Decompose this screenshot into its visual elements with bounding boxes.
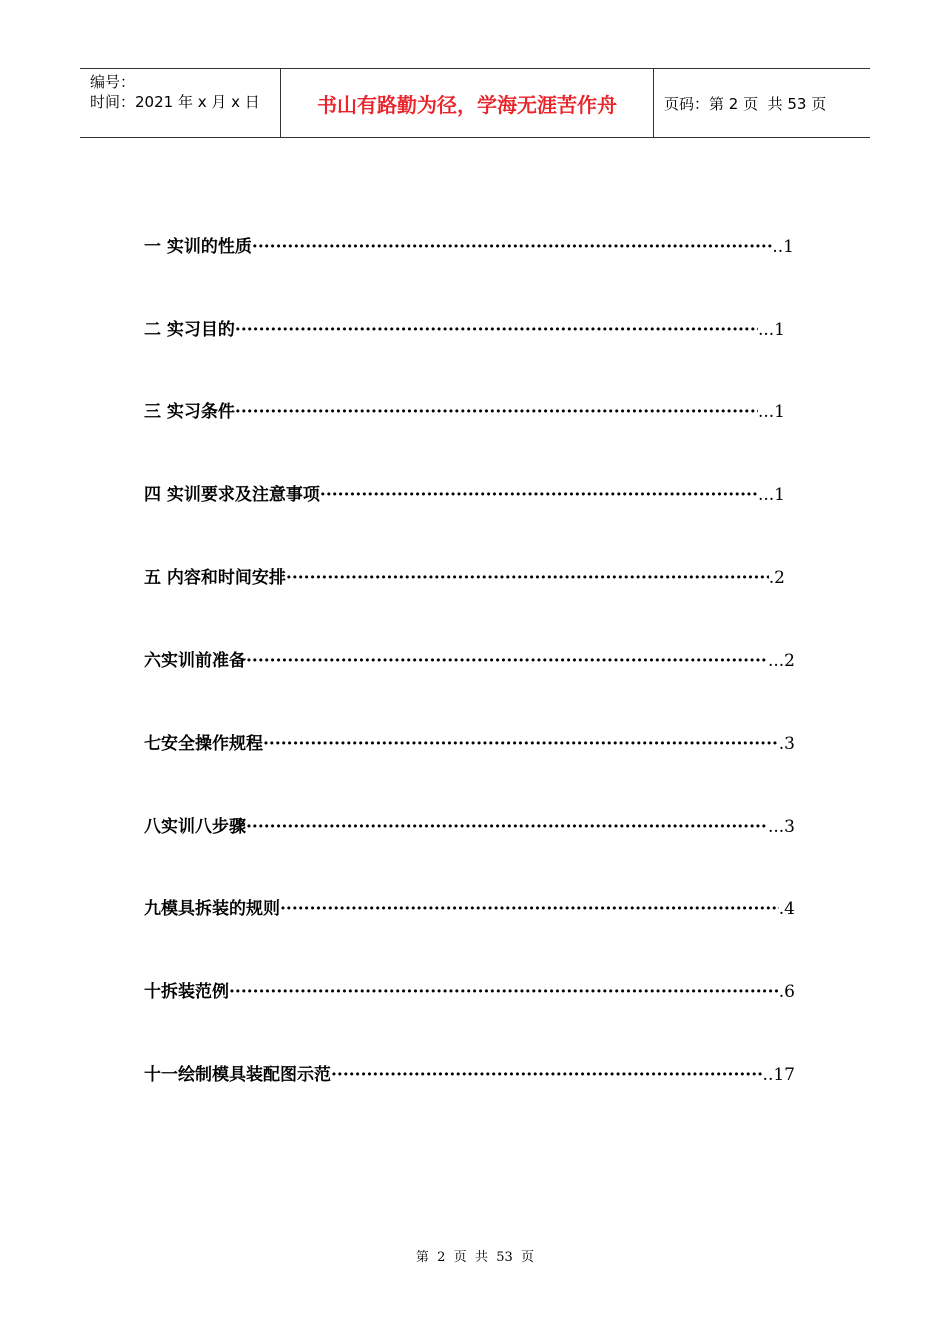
toc-entry-title: 十一绘制模具装配图示范 bbox=[144, 1065, 331, 1085]
toc-entry-page: .6 bbox=[778, 982, 795, 1002]
toc-entry-page: ..17 bbox=[762, 1065, 795, 1085]
toc-leader-dots bbox=[280, 899, 779, 919]
toc-entry-page: ...2 bbox=[767, 651, 795, 671]
toc-entry-page: ...3 bbox=[767, 817, 795, 837]
header-motto: 书山有路勤为径，学海无涯苦作舟 bbox=[281, 69, 654, 137]
toc-entry-title: 八实训八步骤 bbox=[144, 817, 246, 837]
toc-entry[interactable] bbox=[144, 729, 795, 759]
toc-entry[interactable] bbox=[144, 812, 795, 842]
toc-leader-dots bbox=[286, 568, 769, 588]
document-number-label: 编号： bbox=[90, 73, 136, 91]
toc-entry-page: ...1 bbox=[757, 320, 785, 340]
toc-entry[interactable] bbox=[144, 232, 794, 262]
toc-entry[interactable] bbox=[144, 894, 795, 924]
toc-entry[interactable] bbox=[144, 480, 785, 510]
toc-entry-page: ...1 bbox=[757, 402, 785, 422]
toc-entry[interactable] bbox=[144, 563, 785, 593]
toc-entry-title: 七安全操作规程 bbox=[144, 734, 263, 754]
toc-entry-title: 五 内容和时间安排 bbox=[144, 568, 286, 588]
toc-entry-page: .4 bbox=[778, 899, 795, 919]
toc-leader-dots bbox=[331, 1065, 763, 1085]
toc-entry-title: 六实训前准备 bbox=[144, 651, 246, 671]
toc-entry-page: .2 bbox=[768, 568, 785, 588]
header-page-info bbox=[654, 69, 870, 137]
toc-entry-title: 九模具拆装的规则 bbox=[144, 899, 280, 919]
page-footer: 第 2 页 共 53 页 bbox=[415, 1250, 535, 1265]
toc-entry-title: 三 实习条件 bbox=[144, 402, 235, 422]
toc-entry-title: 二 实习目的 bbox=[144, 320, 235, 340]
document-date: 时间：2021 年 x 月 x 日 bbox=[90, 93, 260, 111]
toc-leader-dots bbox=[229, 982, 779, 1002]
toc-leader-dots bbox=[246, 817, 768, 837]
toc-entry-title: 一 实训的性质 bbox=[144, 237, 252, 257]
toc-entry-title: 十拆装范例 bbox=[144, 982, 229, 1002]
toc-entry-page: ...1 bbox=[757, 485, 785, 505]
toc-leader-dots bbox=[246, 651, 768, 671]
header-meta bbox=[80, 69, 281, 137]
toc-entry[interactable] bbox=[144, 397, 785, 427]
toc-leader-dots bbox=[235, 402, 758, 422]
toc-leader-dots bbox=[235, 320, 758, 340]
toc-entry-page: ..1 bbox=[772, 237, 794, 257]
toc-leader-dots bbox=[320, 485, 758, 505]
toc-entry-page: .3 bbox=[778, 734, 795, 754]
page-header bbox=[80, 68, 870, 138]
toc-entry-title: 四 实训要求及注意事项 bbox=[144, 485, 320, 505]
page-info-text: 页码：第 2 页 共 53 页 bbox=[664, 94, 827, 113]
toc-leader-dots bbox=[252, 237, 772, 257]
toc-entry[interactable] bbox=[144, 315, 785, 345]
toc-leader-dots bbox=[263, 734, 779, 754]
toc-entry[interactable] bbox=[144, 1060, 795, 1090]
toc-entry[interactable] bbox=[144, 646, 795, 676]
toc-entry[interactable] bbox=[144, 977, 795, 1007]
